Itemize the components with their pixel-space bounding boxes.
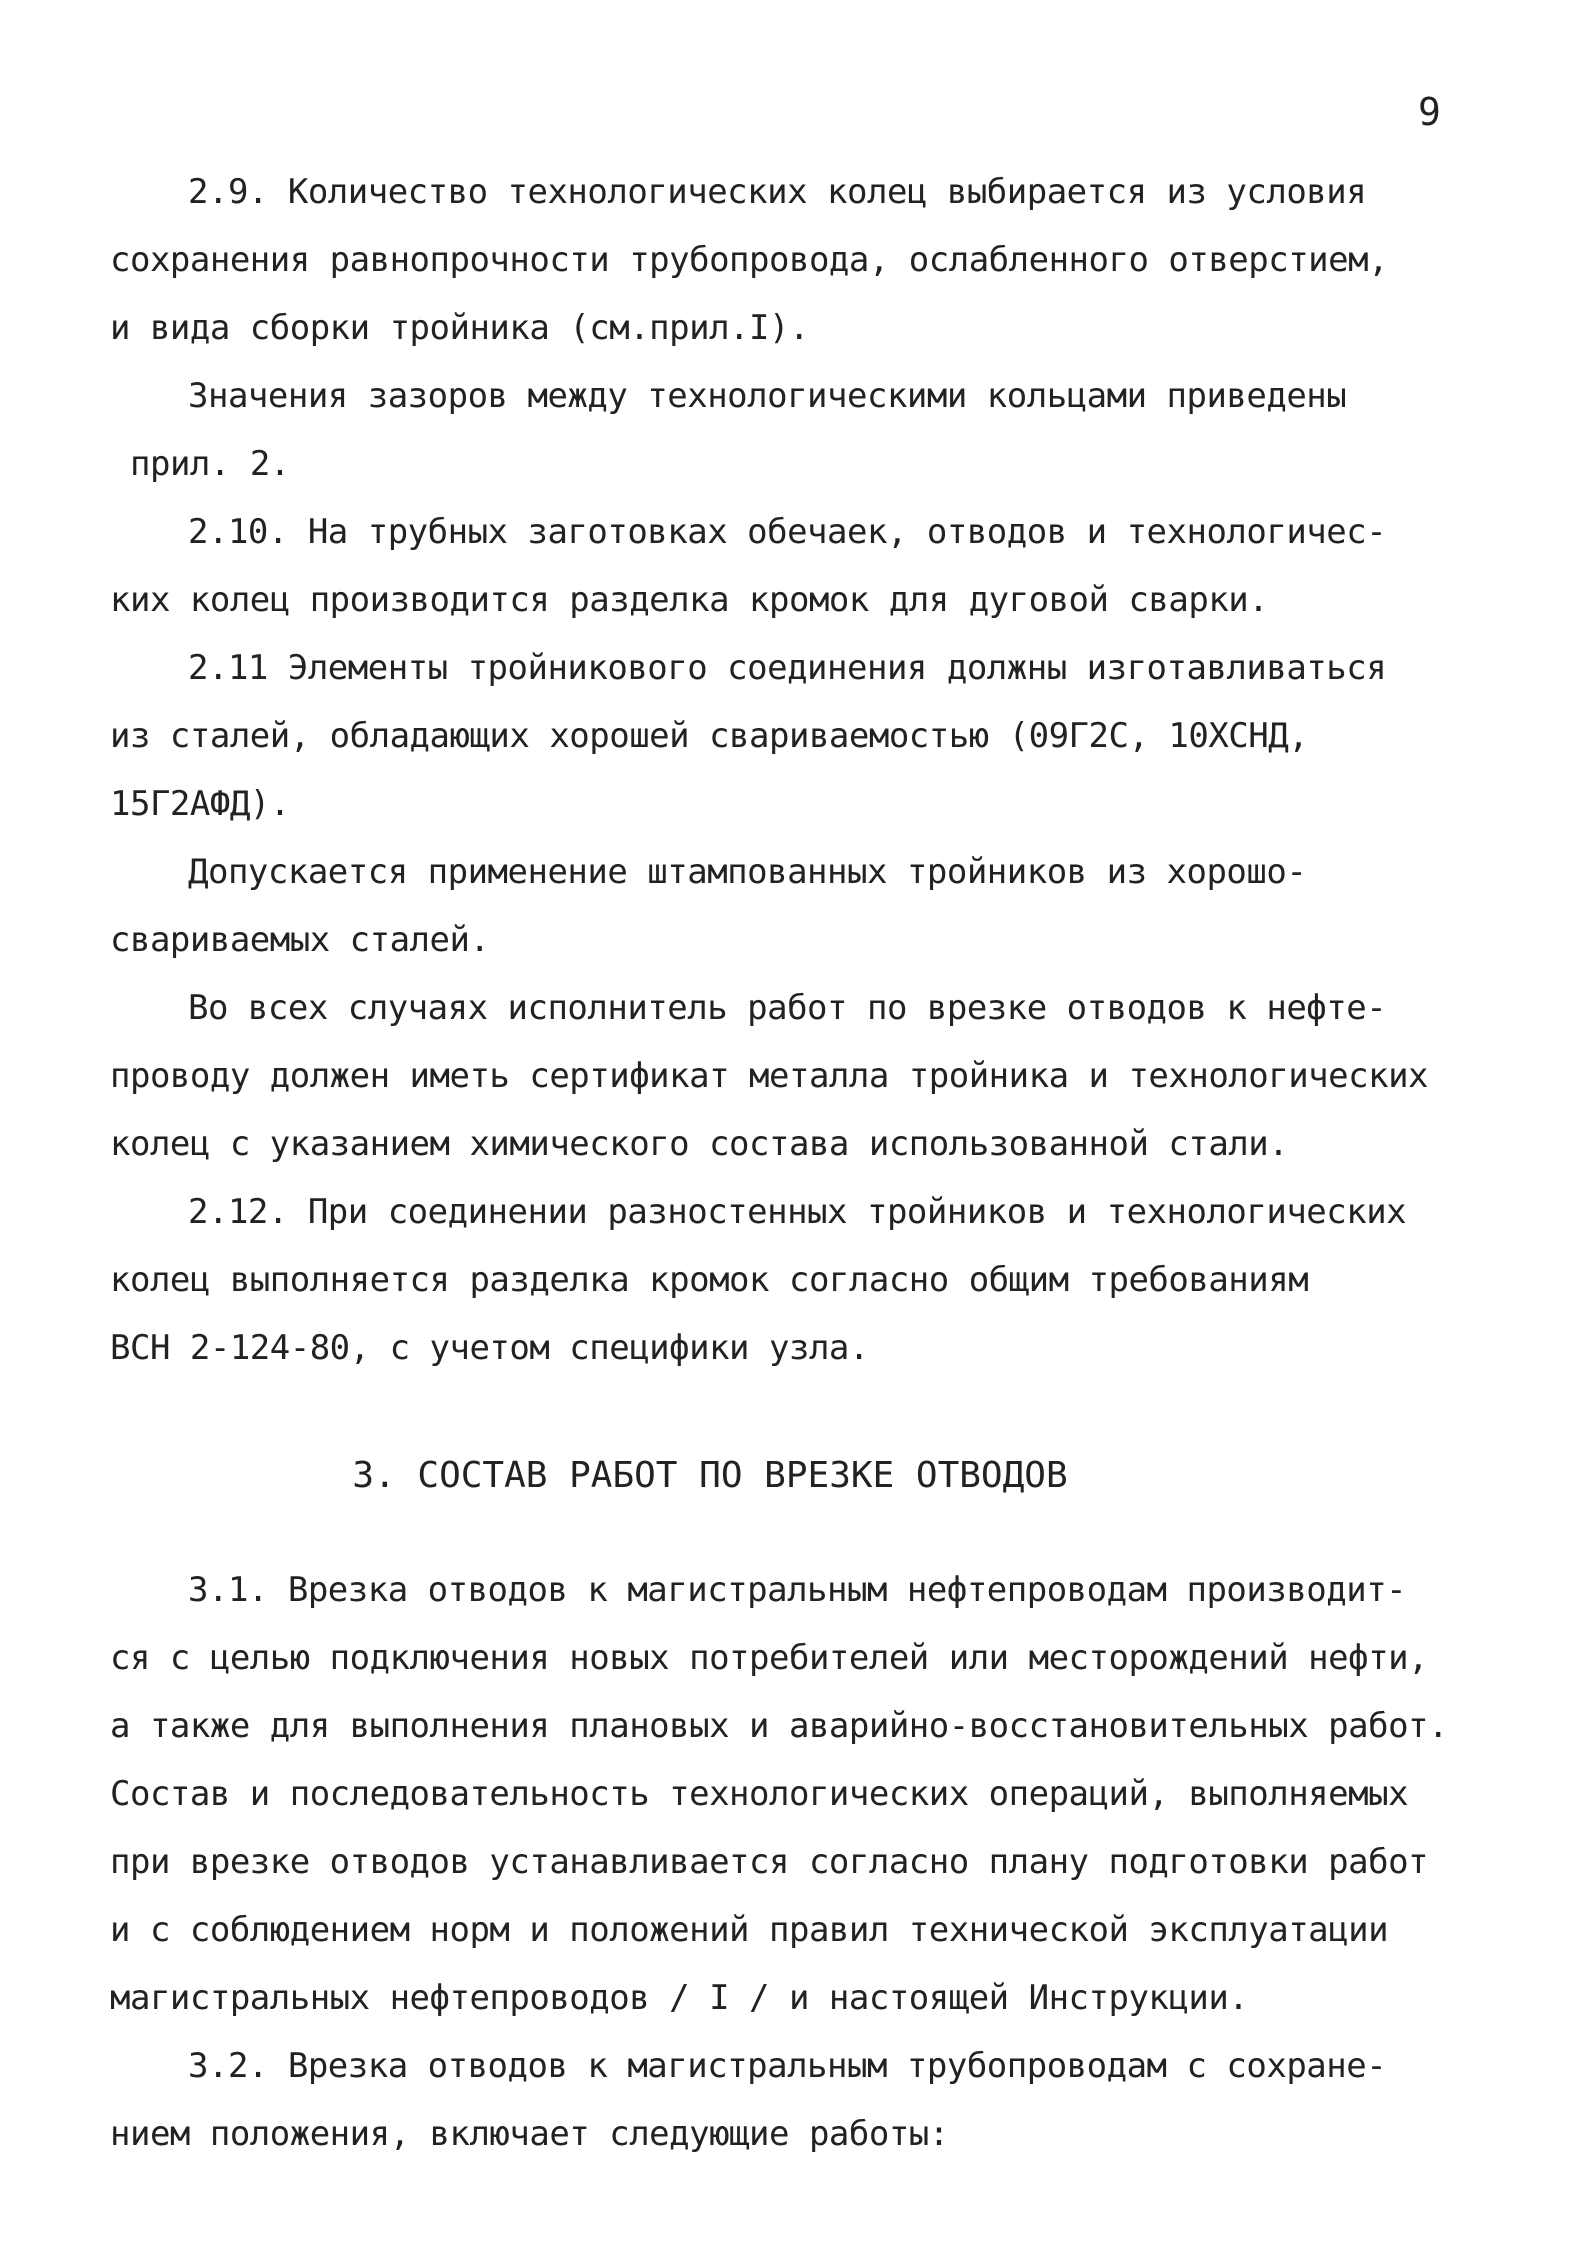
text-line: ких колец производится разделка кромок для дуговой сварки. <box>110 580 1269 620</box>
section-3-heading: 3. СОСТАВ РАБОТ ПО ВРЕЗКЕ ОТВОДОВ <box>352 1455 1068 1496</box>
text-line: Допускается применение штампованных тройников из хорошо- <box>188 852 1307 892</box>
text-line: 2.10. На трубных заготовках обечаек, отводов и технологичес- <box>188 512 1387 552</box>
text-line: ся с целью подключения новых потребителей или месторождений нефти, <box>110 1638 1429 1678</box>
text-line: и вида сборки тройника (см.прил.I). <box>110 308 809 348</box>
text-line: Состав и последовательность технологических операций, выполняемых <box>110 1774 1409 1814</box>
text-line: колец с указанием химического состава использованной стали. <box>110 1124 1289 1164</box>
text-line: сохранения равнопрочности трубопровода, ослабленного отверстием, <box>110 240 1389 280</box>
page-number: 9 <box>1418 90 1441 134</box>
text-line: проводу должен иметь сертификат металла тройника и технологических <box>110 1056 1429 1096</box>
text-line: ВСН 2-124-80, с учетом специфики узла. <box>110 1328 869 1368</box>
text-line: нием положения, включает следующие работы: <box>110 2114 949 2154</box>
text-line: 3.1. Врезка отводов к магистральным нефтепроводам производит- <box>188 1570 1407 1610</box>
text-line: а также для выполнения плановых и аварийно-восстановительных работ. <box>110 1706 1448 1746</box>
text-line: прил. 2. <box>130 444 290 484</box>
document-body <box>110 158 1490 2168</box>
section-3-paragraphs <box>110 1556 1490 2168</box>
text-line: из сталей, обладающих хорошей свариваемостью (09Г2С, 10ХСНД, <box>110 716 1309 756</box>
text-line: 3.2. Врезка отводов к магистральным трубопроводам с сохране- <box>188 2046 1387 2086</box>
section-2-paragraphs <box>110 158 1490 1382</box>
text-line: и с соблюдением норм и положений правил технической эксплуатации <box>110 1910 1389 1950</box>
text-line: Значения зазоров между технологическими кольцами приведены <box>188 376 1347 416</box>
text-line: свариваемых сталей. <box>110 920 490 960</box>
text-line: Во всех случаях исполнитель работ по врезке отводов к нефте- <box>188 988 1387 1028</box>
text-line: 2.11 Элементы тройникового соединения должны изготавливаться <box>188 648 1387 688</box>
text-line: 15Г2АФД). <box>110 784 290 824</box>
text-line: 2.12. При соединении разностенных тройников и технологических <box>188 1192 1407 1232</box>
text-line: магистральных нефтепроводов / I / и настоящей Инструкции. <box>110 1978 1249 2018</box>
text-line: 2.9. Количество технологических колец выбирается из условия <box>188 172 1367 212</box>
text-line: колец выполняется разделка кромок согласно общим требованиям <box>110 1260 1309 1300</box>
text-line: при врезке отводов устанавливается согласно плану подготовки работ <box>110 1842 1429 1882</box>
